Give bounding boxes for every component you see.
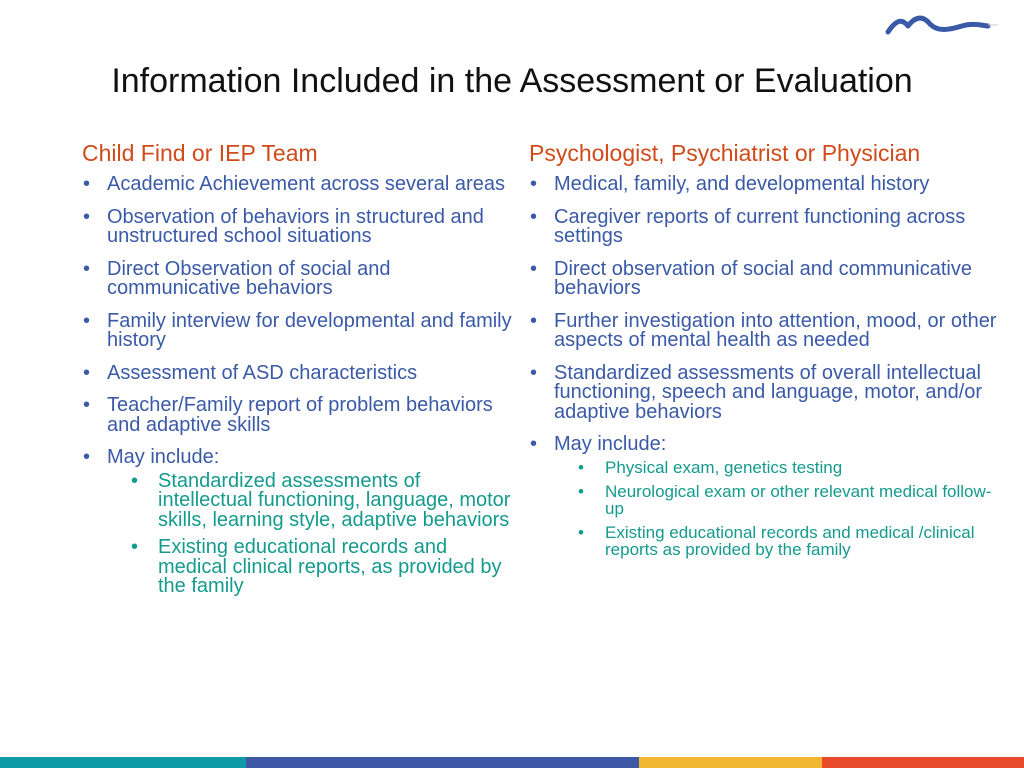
right-bullet-list	[529, 175, 999, 558]
list-item: • May include: • Physical exam, genetics testing • Neurological exam or other relevant medical follow-up • Existing educational records and medical /clinical reports as provided by the family	[529, 435, 999, 558]
left-bullet-list	[82, 175, 512, 597]
bar-segment-blue	[246, 757, 639, 768]
bottom-color-bar	[0, 757, 1024, 768]
page-title: Information Included in the Assessment or Evaluation	[111, 62, 913, 100]
list-item: • Observation of behaviors in structured and unstructured school situations	[83, 205, 484, 247]
sub-list-item: • Existing educational records and medical /clinical reports as provided by the family	[578, 522, 975, 559]
mountain-wave-logo-icon	[884, 10, 1000, 36]
list-item: • May include: • Standardized assessments of intellectual functioning, language, motor skills, learning style, adaptive behaviors • Existing educational records and medical clinical reports, as provided by the family	[83, 446, 511, 597]
left-column	[82, 142, 512, 610]
sub-list-item: • Existing educational records and medical clinical reports, as provided by the family	[131, 536, 502, 597]
list-item: • Assessment of ASD characteristics	[83, 361, 418, 384]
right-column-heading: Psychologist, Psychiatrist or Physician	[529, 140, 921, 166]
list-item: • Teacher/Family report of problem behaviors and adaptive skills	[83, 394, 493, 436]
sub-list-item: • Physical exam, genetics testing	[578, 457, 843, 477]
sub-list-item: • Neurological exam or other relevant medical follow-up	[578, 481, 992, 518]
list-item: • Further investigation into attention, mood, or other aspects of mental health as needed	[530, 309, 997, 351]
bar-segment-red	[822, 757, 1024, 768]
sub-list-item: • Standardized assessments of intellectual functioning, language, motor skills, learning style, adaptive behaviors	[131, 469, 511, 531]
left-sub-list	[107, 469, 512, 597]
bar-segment-yellow	[639, 757, 822, 768]
list-item: • Standardized assessments of overall intellectual functioning, speech and language, motor, and/or adaptive behaviors	[530, 361, 983, 423]
list-item: • Caregiver reports of current functioning across settings	[530, 205, 966, 247]
right-sub-list	[554, 459, 999, 558]
list-item: • Family interview for developmental and family history	[83, 309, 512, 351]
right-column	[529, 142, 999, 571]
bar-segment-teal	[0, 757, 246, 768]
left-column-heading: Child Find or IEP Team	[82, 140, 318, 166]
list-item: • Medical, family, and developmental history	[530, 173, 930, 195]
list-item: • Direct observation of social and communicative behaviors	[530, 257, 972, 299]
list-item: • Academic Achievement across several areas	[83, 173, 505, 195]
list-item: • Direct Observation of social and communicative behaviors	[83, 257, 391, 299]
